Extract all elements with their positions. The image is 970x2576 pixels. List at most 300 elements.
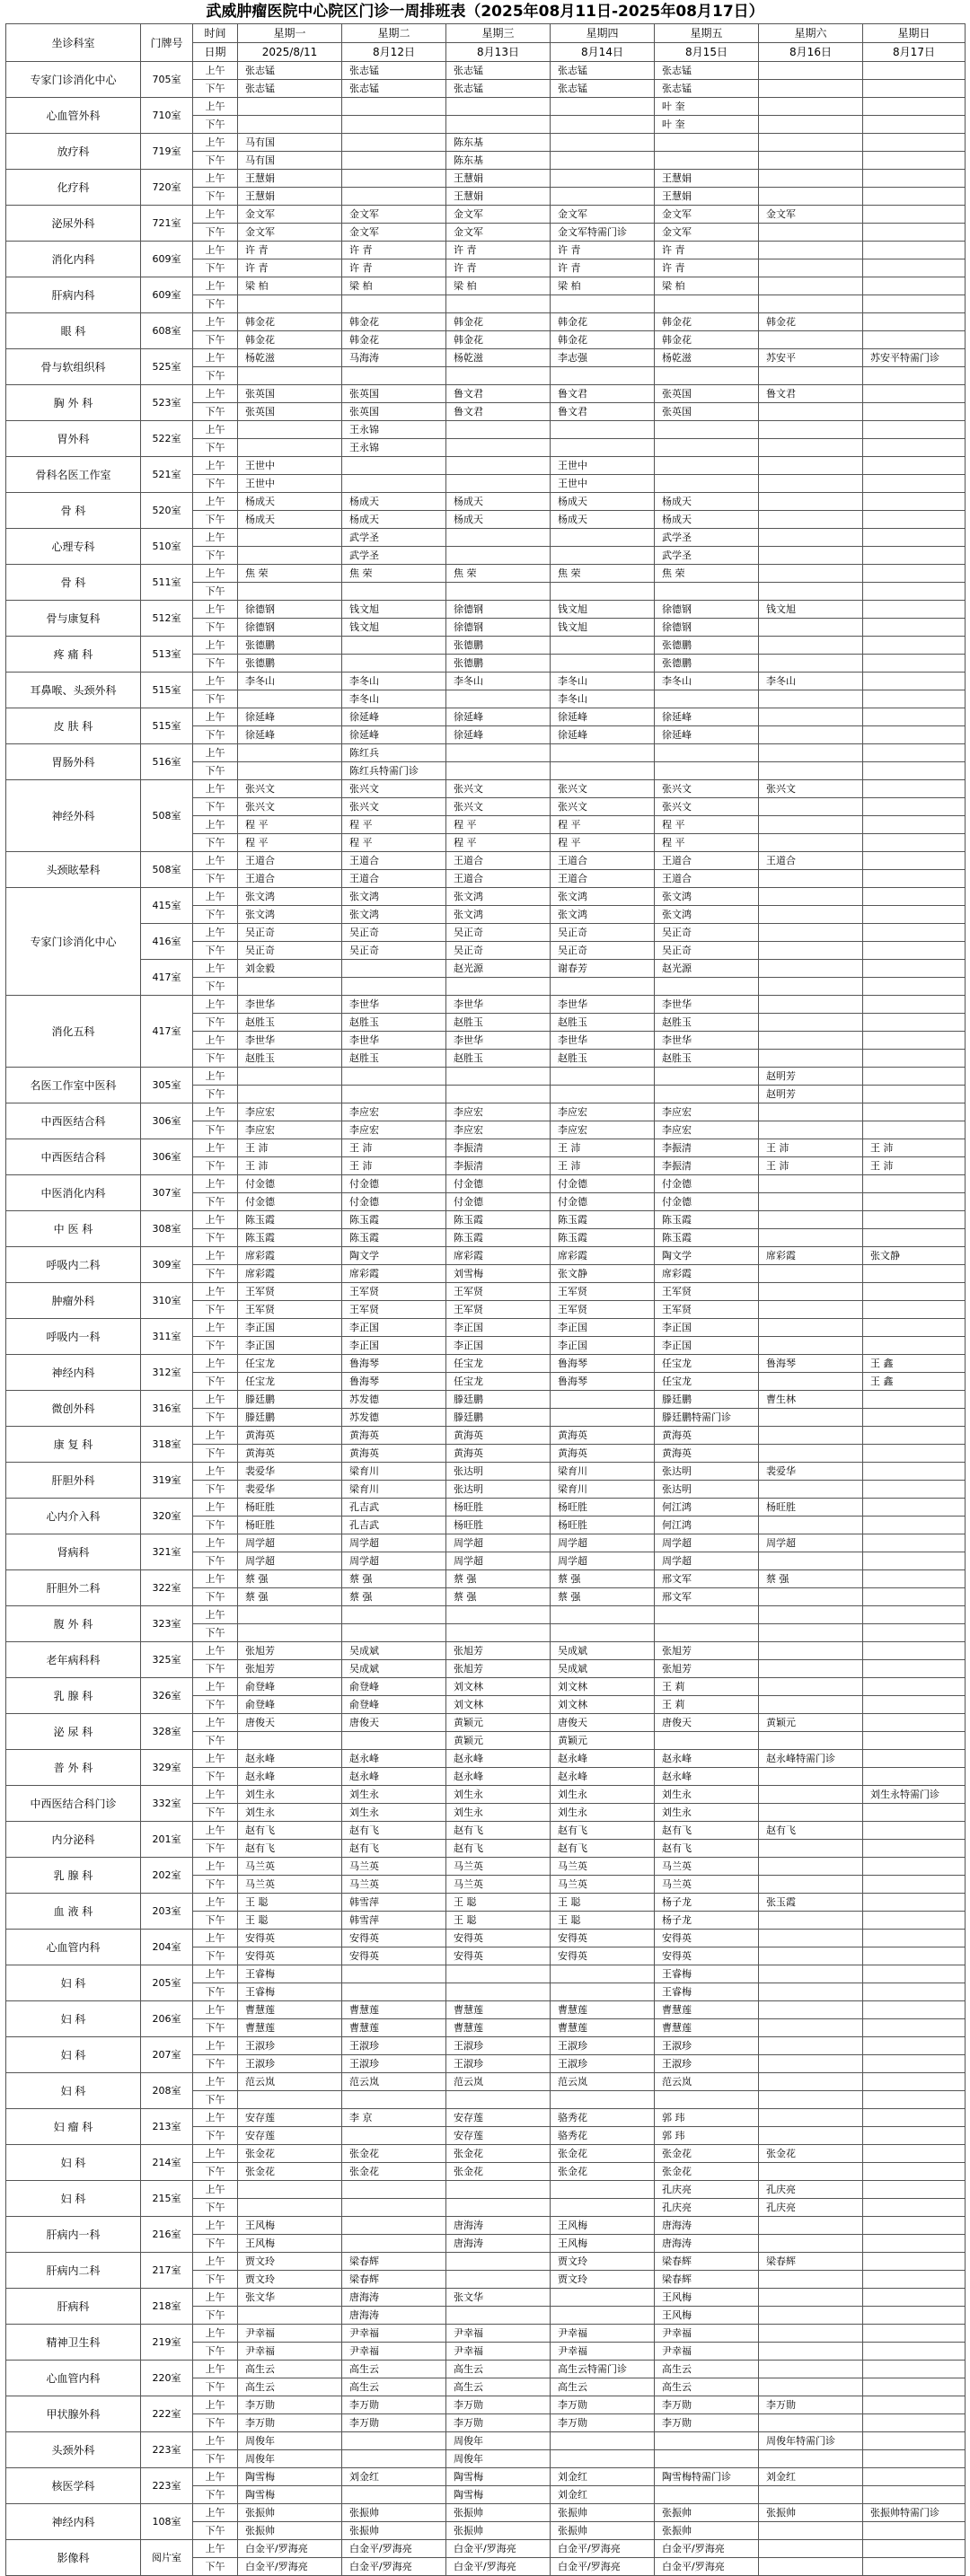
doctor-cell: 任宝龙	[655, 1355, 759, 1373]
slot-am-label: 上午	[193, 170, 238, 188]
doctor-cell	[863, 511, 966, 529]
doctor-cell	[759, 1624, 863, 1642]
doctor-cell	[551, 1983, 655, 2001]
doctor-cell: 张振帅	[551, 2504, 655, 2522]
doctor-cell: 黄颖元	[446, 1732, 551, 1750]
doctor-cell	[863, 1840, 966, 1858]
doctor-cell	[863, 1427, 966, 1445]
doctor-cell	[759, 1337, 863, 1355]
doctor-cell: 王慧娟	[446, 188, 551, 206]
doctor-cell: 张兴文	[759, 780, 863, 798]
doctor-cell	[863, 996, 966, 1014]
doctor-cell: 李正国	[238, 1319, 342, 1337]
doctor-cell: 王道合	[238, 870, 342, 888]
doctor-cell: 黄海英	[342, 1445, 446, 1463]
doctor-cell	[342, 367, 446, 385]
doctor-cell: 刘生永	[551, 1804, 655, 1822]
doctor-cell: 吴正奇	[238, 924, 342, 942]
doctor-cell: 韩金花	[342, 313, 446, 331]
doctor-cell: 赵永峰	[238, 1768, 342, 1786]
doctor-cell: 张兴文	[655, 780, 759, 798]
slot-am-label: 上午	[193, 2540, 238, 2558]
doctor-cell: 张振帅	[551, 2522, 655, 2540]
doctor-cell: 李志强	[551, 349, 655, 367]
doctor-cell: 付金德	[238, 1175, 342, 1193]
doctor-cell: 张金花	[446, 2163, 551, 2181]
doctor-cell	[863, 1750, 966, 1768]
doctor-cell	[759, 1373, 863, 1391]
doctor-cell	[759, 1732, 863, 1750]
slot-am-label: 上午	[193, 1175, 238, 1193]
doctor-cell	[759, 1912, 863, 1930]
doctor-cell	[759, 1696, 863, 1714]
doctor-cell: 黄颖元	[446, 1714, 551, 1732]
doctor-cell: 徐延峰	[655, 708, 759, 726]
doctor-cell: 高生云	[238, 2378, 342, 2396]
department-cell: 内分泌科	[6, 1822, 141, 1858]
doctor-cell	[759, 1283, 863, 1301]
doctor-cell: 贾文玲	[238, 2271, 342, 2289]
doctor-cell: 蔡 强	[342, 1588, 446, 1606]
doctor-cell: 钱文旭	[551, 601, 655, 619]
doctor-cell: 王道合	[551, 870, 655, 888]
department-cell: 中西医结合科门诊	[6, 1786, 141, 1822]
doctor-cell	[759, 1032, 863, 1050]
doctor-cell	[863, 2522, 966, 2540]
doctor-cell: 张旭芳	[238, 1660, 342, 1678]
doctor-cell	[759, 1211, 863, 1229]
slot-pm-label: 下午	[193, 2486, 238, 2504]
slot-am-label: 上午	[193, 1355, 238, 1373]
slot-pm-label: 下午	[193, 1337, 238, 1355]
doctor-cell	[863, 852, 966, 870]
doctor-cell: 范云岚	[342, 2073, 446, 2091]
doctor-cell: 周学超	[238, 1552, 342, 1570]
doctor-cell	[863, 637, 966, 655]
slot-am-label: 上午	[193, 421, 238, 439]
doctor-cell: 赵胜玉	[238, 1014, 342, 1032]
doctor-cell: 马兰英	[655, 1876, 759, 1894]
doctor-cell: 李世华	[446, 996, 551, 1014]
doctor-cell	[863, 385, 966, 403]
doctor-cell: 李世华	[238, 996, 342, 1014]
slot-am-label: 上午	[193, 1391, 238, 1409]
doctor-cell	[759, 1481, 863, 1499]
doctor-cell: 马兰英	[238, 1876, 342, 1894]
doctor-cell	[863, 331, 966, 349]
department-cell: 泌 尿 科	[6, 1714, 141, 1750]
doctor-cell	[863, 1014, 966, 1032]
doctor-cell: 王 沛	[863, 1139, 966, 1157]
doctor-cell: 鲁海琴	[342, 1355, 446, 1373]
room-cell: 208室	[141, 2073, 193, 2109]
doctor-cell: 程 平	[342, 816, 446, 834]
doctor-cell: 刘文林	[551, 1678, 655, 1696]
doctor-cell	[863, 1822, 966, 1840]
doctor-cell: 张玉霞	[759, 1894, 863, 1912]
doctor-cell: 马海涛	[342, 349, 446, 367]
doctor-cell: 王淑珍	[446, 2037, 551, 2055]
doctor-cell	[863, 170, 966, 188]
doctor-cell: 任宝龙	[238, 1373, 342, 1391]
doctor-cell: 焦 荣	[446, 565, 551, 583]
slot-am-label: 上午	[193, 277, 238, 295]
doctor-cell	[863, 619, 966, 637]
slot-am-label: 上午	[193, 1965, 238, 1983]
slot-pm-label: 下午	[193, 1373, 238, 1391]
doctor-cell: 席彩霞	[759, 1247, 863, 1265]
doctor-cell: 杨旺胜	[551, 1499, 655, 1517]
doctor-cell: 王世中	[551, 475, 655, 493]
doctor-cell: 张英国	[342, 403, 446, 421]
doctor-cell: 赵明芳	[759, 1086, 863, 1103]
doctor-cell: 刘生永	[342, 1786, 446, 1804]
doctor-cell	[342, 2127, 446, 2145]
doctor-cell: 曹慧莲	[446, 2001, 551, 2019]
doctor-cell: 张兴文	[238, 780, 342, 798]
doctor-cell	[655, 475, 759, 493]
doctor-cell	[759, 1606, 863, 1624]
doctor-cell: 张兴文	[446, 798, 551, 816]
doctor-cell: 韩金花	[446, 313, 551, 331]
table-row	[6, 313, 966, 331]
department-cell: 中西医结合科	[6, 1139, 141, 1175]
doctor-cell	[759, 2163, 863, 2181]
doctor-cell	[759, 2235, 863, 2253]
department-cell: 中西医结合科	[6, 1103, 141, 1139]
doctor-cell: 王道合	[342, 852, 446, 870]
doctor-cell: 黄海英	[655, 1445, 759, 1463]
doctor-cell: 梁春辉	[342, 2271, 446, 2289]
doctor-cell	[655, 2091, 759, 2109]
doctor-cell: 张英国	[238, 385, 342, 403]
doctor-cell	[551, 1409, 655, 1427]
department-cell: 骨与康复科	[6, 601, 141, 637]
doctor-cell	[759, 1229, 863, 1247]
department-cell: 胸 外 科	[6, 385, 141, 421]
doctor-cell	[863, 2432, 966, 2450]
table-row	[6, 2109, 966, 2127]
table-row	[6, 1930, 966, 1947]
doctor-cell	[342, 1965, 446, 1983]
doctor-cell	[863, 1409, 966, 1427]
doctor-cell	[446, 98, 551, 116]
doctor-cell	[863, 1983, 966, 2001]
doctor-cell	[342, 475, 446, 493]
doctor-cell: 安存莲	[446, 2127, 551, 2145]
doctor-cell	[863, 242, 966, 259]
doctor-cell: 王睿梅	[655, 1983, 759, 2001]
doctor-cell	[446, 367, 551, 385]
table-row	[6, 744, 966, 762]
doctor-cell: 张英国	[655, 403, 759, 421]
doctor-cell: 尹幸福	[655, 2343, 759, 2361]
doctor-cell	[655, 690, 759, 708]
doctor-cell	[551, 637, 655, 655]
slot-am-label: 上午	[193, 2504, 238, 2522]
doctor-cell: 王 沛	[759, 1139, 863, 1157]
doctor-cell	[759, 2037, 863, 2055]
slot-am-label: 上午	[193, 98, 238, 116]
doctor-cell	[863, 816, 966, 834]
doctor-cell: 马兰英	[446, 1858, 551, 1876]
doctor-cell: 赵有飞	[655, 1822, 759, 1840]
doctor-cell: 张文鸿	[342, 888, 446, 906]
doctor-cell	[863, 673, 966, 690]
table-row	[6, 1894, 966, 1912]
doctor-cell	[863, 1337, 966, 1355]
doctor-cell: 蔡 强	[551, 1588, 655, 1606]
doctor-cell: 王军贤	[655, 1283, 759, 1301]
doctor-cell	[655, 2450, 759, 2468]
doctor-cell	[863, 2486, 966, 2504]
doctor-cell	[759, 1768, 863, 1786]
doctor-cell: 张旭芳	[446, 1660, 551, 1678]
doctor-cell: 郭 玮	[655, 2109, 759, 2127]
doctor-cell: 王 沛	[759, 1157, 863, 1175]
doctor-cell: 张兴文	[655, 798, 759, 816]
doctor-cell: 钱文旭	[342, 619, 446, 637]
doctor-cell: 赵明芳	[759, 1068, 863, 1086]
doctor-cell	[446, 1068, 551, 1086]
doctor-cell: 陶文学	[655, 1247, 759, 1265]
doctor-cell: 陈玉霞	[238, 1229, 342, 1247]
doctor-cell	[863, 1624, 966, 1642]
doctor-cell: 马兰英	[342, 1876, 446, 1894]
slot-am-label: 上午	[193, 744, 238, 762]
doctor-cell: 白金平/罗海亮	[342, 2558, 446, 2576]
doctor-cell	[551, 1624, 655, 1642]
slot-pm-label: 下午	[193, 942, 238, 960]
doctor-cell	[863, 690, 966, 708]
doctor-cell: 张振帅	[759, 2504, 863, 2522]
doctor-cell: 鲁文君	[551, 385, 655, 403]
slot-am-label: 上午	[193, 1139, 238, 1157]
doctor-cell: 焦 荣	[238, 565, 342, 583]
doctor-cell	[655, 1606, 759, 1624]
doctor-cell: 张金花	[238, 2145, 342, 2163]
table-row	[6, 2073, 966, 2091]
doctor-cell	[863, 2253, 966, 2271]
doctor-cell: 马兰英	[342, 1858, 446, 1876]
table-row	[6, 1570, 966, 1588]
room-cell: 214室	[141, 2145, 193, 2181]
doctor-cell	[863, 726, 966, 744]
doctor-cell	[238, 98, 342, 116]
doctor-cell	[759, 80, 863, 98]
doctor-cell: 陶雪梅特需门诊	[655, 2468, 759, 2486]
doctor-cell: 张文鸿	[446, 888, 551, 906]
table-row	[6, 2181, 966, 2199]
slot-am-label: 上午	[193, 2253, 238, 2271]
doctor-cell: 徐延峰	[446, 708, 551, 726]
doctor-cell: 王淑珍	[446, 2055, 551, 2073]
doctor-cell: 武学圣	[655, 547, 759, 565]
doctor-cell: 王军贤	[655, 1301, 759, 1319]
doctor-cell: 张达明	[655, 1481, 759, 1499]
slot-pm-label: 下午	[193, 1552, 238, 1570]
slot-am-label: 上午	[193, 1858, 238, 1876]
doctor-cell	[446, 1624, 551, 1642]
doctor-cell: 高生云	[238, 2361, 342, 2378]
doctor-cell: 梁 柏	[551, 277, 655, 295]
doctor-cell: 曹慧莲	[342, 2019, 446, 2037]
department-cell: 骨 科	[6, 493, 141, 529]
doctor-cell	[863, 2091, 966, 2109]
room-cell: 213室	[141, 2109, 193, 2145]
doctor-cell: 赵胜玉	[342, 1050, 446, 1068]
department-cell: 影像科	[6, 2540, 141, 2576]
doctor-cell: 贾文玲	[551, 2253, 655, 2271]
header-row-weekdays	[6, 24, 966, 43]
doctor-cell: 杨旺胜	[446, 1517, 551, 1534]
doctor-cell: 白金平/罗海亮	[446, 2558, 551, 2576]
doctor-cell: 范云岚	[238, 2073, 342, 2091]
table-row	[6, 277, 966, 295]
slot-pm-label: 下午	[193, 2378, 238, 2396]
doctor-cell: 张达明	[446, 1481, 551, 1499]
slot-pm-label: 下午	[193, 1086, 238, 1103]
doctor-cell: 何江鸿	[655, 1499, 759, 1517]
doctor-cell: 李万勋	[342, 2414, 446, 2432]
slot-pm-label: 下午	[193, 2199, 238, 2217]
doctor-cell: 徐德钢	[655, 619, 759, 637]
doctor-cell: 张旭芳	[655, 1660, 759, 1678]
room-cell: 512室	[141, 601, 193, 637]
department-cell: 肝病内科	[6, 277, 141, 313]
doctor-cell	[863, 1947, 966, 1965]
doctor-cell	[655, 1086, 759, 1103]
doctor-cell: 王风梅	[655, 2289, 759, 2307]
doctor-cell	[342, 960, 446, 978]
doctor-cell	[759, 1301, 863, 1319]
department-cell: 耳鼻喉、头颈外科	[6, 673, 141, 708]
doctor-cell: 陈玉霞	[551, 1211, 655, 1229]
doctor-cell: 韩雪萍	[342, 1894, 446, 1912]
slot-pm-label: 下午	[193, 331, 238, 349]
doctor-cell: 张振帅	[342, 2522, 446, 2540]
doctor-cell: 王军贤	[238, 1283, 342, 1301]
doctor-cell: 鲁文君	[759, 385, 863, 403]
doctor-cell: 吴正奇	[655, 942, 759, 960]
doctor-cell	[655, 583, 759, 601]
doctor-cell: 高生云	[342, 2378, 446, 2396]
doctor-cell: 陈红兵	[342, 744, 446, 762]
department-cell: 心血管内科	[6, 2361, 141, 2396]
table-row	[6, 2432, 966, 2450]
doctor-cell	[342, 98, 446, 116]
doctor-cell: 赵光源	[446, 960, 551, 978]
slot-pm-label: 下午	[193, 726, 238, 744]
doctor-cell: 周学超	[238, 1534, 342, 1552]
doctor-cell	[551, 2450, 655, 2468]
room-cell: 508室	[141, 852, 193, 888]
room-cell: 318室	[141, 1427, 193, 1463]
doctor-cell: 付金德	[655, 1193, 759, 1211]
slot-am-label: 上午	[193, 1642, 238, 1660]
doctor-cell	[342, 655, 446, 673]
doctor-cell	[759, 2414, 863, 2432]
doctor-cell	[551, 978, 655, 996]
doctor-cell: 王道合	[342, 870, 446, 888]
doctor-cell: 韩金花	[238, 331, 342, 349]
doctor-cell: 杨旺胜	[238, 1517, 342, 1534]
doctor-cell: 安得英	[551, 1947, 655, 1965]
doctor-cell	[863, 2468, 966, 2486]
doctor-cell: 李应宏	[446, 1103, 551, 1121]
doctor-cell: 安得英	[342, 1947, 446, 1965]
doctor-cell: 张德鹏	[655, 637, 759, 655]
room-cell: 515室	[141, 673, 193, 708]
room-cell: 321室	[141, 1534, 193, 1570]
doctor-cell: 周学超	[446, 1534, 551, 1552]
doctor-cell	[759, 1445, 863, 1463]
doctor-cell: 梁春辉	[759, 2253, 863, 2271]
doctor-cell: 王淑珍	[238, 2037, 342, 2055]
doctor-cell: 张振帅	[446, 2504, 551, 2522]
table-row	[6, 1463, 966, 1481]
doctor-cell: 梁春辉	[655, 2271, 759, 2289]
doctor-cell: 徐延峰	[551, 726, 655, 744]
doctor-cell: 韩金花	[759, 313, 863, 331]
doctor-cell	[863, 313, 966, 331]
doctor-cell: 王风梅	[551, 2217, 655, 2235]
doctor-cell	[342, 2091, 446, 2109]
doctor-cell	[863, 1319, 966, 1337]
department-cell: 心理专科	[6, 529, 141, 565]
slot-pm-label: 下午	[193, 906, 238, 924]
doctor-cell	[551, 1391, 655, 1409]
doctor-cell	[863, 1481, 966, 1499]
doctor-cell: 俞登峰	[238, 1678, 342, 1696]
department-cell: 微创外科	[6, 1391, 141, 1427]
department-cell: 核医学科	[6, 2468, 141, 2504]
doctor-cell: 何江鸿	[655, 1517, 759, 1534]
doctor-cell	[759, 1678, 863, 1696]
doctor-cell	[446, 2271, 551, 2289]
doctor-cell	[238, 1606, 342, 1624]
doctor-cell: 赵永峰	[342, 1768, 446, 1786]
doctor-cell	[759, 259, 863, 277]
doctor-cell: 陈玉霞	[446, 1211, 551, 1229]
doctor-cell	[551, 2432, 655, 2450]
doctor-cell: 王淑珍	[342, 2037, 446, 2055]
slot-am-label: 上午	[193, 1894, 238, 1912]
doctor-cell	[342, 2450, 446, 2468]
department-cell: 肝胆外二科	[6, 1570, 141, 1606]
doctor-cell: 金文军	[238, 224, 342, 242]
slot-pm-label: 下午	[193, 2307, 238, 2325]
table-row	[6, 1427, 966, 1445]
room-cell: 721室	[141, 206, 193, 242]
doctor-cell: 刘文林	[446, 1696, 551, 1714]
slot-pm-label: 下午	[193, 511, 238, 529]
doctor-cell	[655, 762, 759, 780]
slot-am-label: 上午	[193, 565, 238, 583]
doctor-cell	[655, 421, 759, 439]
doctor-cell	[446, 2199, 551, 2217]
doctor-cell	[759, 493, 863, 511]
doctor-cell	[551, 762, 655, 780]
doctor-cell: 韩金花	[238, 313, 342, 331]
doctor-cell	[863, 565, 966, 583]
department-cell: 肾病科	[6, 1534, 141, 1570]
header-date-value: 2025/8/11	[238, 43, 342, 62]
room-cell: 308室	[141, 1211, 193, 1247]
doctor-cell	[342, 1732, 446, 1750]
doctor-cell	[863, 1103, 966, 1121]
doctor-cell: 赵胜玉	[446, 1014, 551, 1032]
